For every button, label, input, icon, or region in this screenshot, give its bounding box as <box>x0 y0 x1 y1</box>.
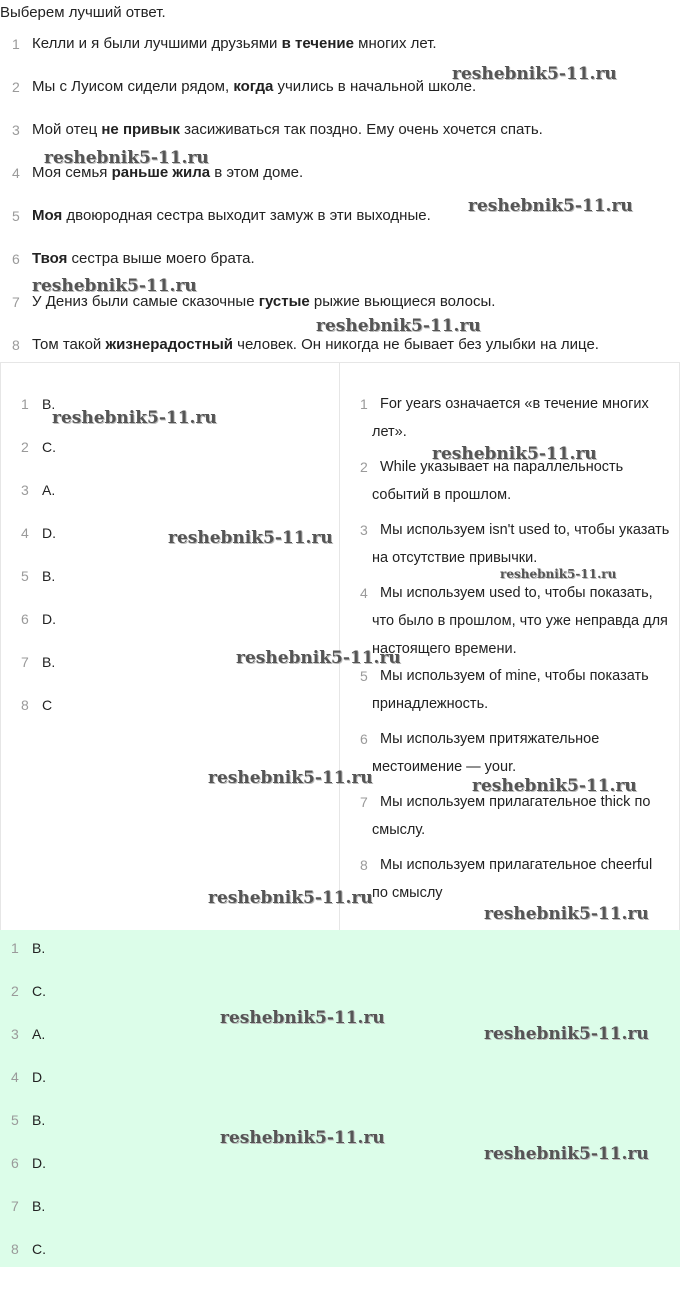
watermark: reshebnik5-11.ru <box>220 1128 385 1148</box>
answer-value: D. <box>42 611 56 627</box>
final-answer-number: 6 <box>11 1155 19 1171</box>
watermark: reshebnik5-11.ru <box>432 444 597 464</box>
answer-number: 2 <box>21 439 29 455</box>
final-answers-panel <box>0 930 680 1267</box>
question-text: Мы с Луисом сидели рядом, когда учились в начальной школе. <box>32 78 477 95</box>
answer-number: 4 <box>21 525 29 541</box>
final-answer-number: 5 <box>11 1112 19 1128</box>
explanation-text: Мы используем used to, чтобы показать, что было в прошлом, что уже неправда для настоящего времени. <box>372 585 668 657</box>
question-number: 5 <box>12 208 20 224</box>
watermark: reshebnik5-11.ru <box>500 567 617 581</box>
question-number: 7 <box>12 294 20 310</box>
answer-value: C <box>42 697 53 713</box>
final-answer-number: 3 <box>11 1026 19 1042</box>
explanation-text: Мы используем прилагательное thick по смыслу. <box>372 794 651 838</box>
question-number: 6 <box>12 251 20 267</box>
answer-number: 7 <box>21 654 29 670</box>
question-number: 8 <box>12 337 20 353</box>
intro-text: Выберем лучший ответ. <box>0 4 166 21</box>
final-answer-value: C. <box>32 1241 46 1257</box>
final-answer-value: D. <box>32 1069 46 1085</box>
final-answer-value: D. <box>32 1155 46 1171</box>
answer-number: 1 <box>21 396 29 412</box>
watermark: reshebnik5-11.ru <box>52 408 217 428</box>
answer-number: 8 <box>21 697 29 713</box>
answer-value: A. <box>42 482 56 498</box>
explanation-number: 4 <box>360 585 368 601</box>
question-text: Моя семья раньше жила в этом доме. <box>32 164 304 181</box>
question-text: Келли и я были лучшими друзьями в течение многих лет. <box>32 35 437 52</box>
question-number: 1 <box>12 36 20 52</box>
explanation-number: 1 <box>360 396 368 412</box>
final-answer-number: 4 <box>11 1069 19 1085</box>
explanation-text: Мы используем isn't used to, чтобы указать на отсутствие привычки. <box>372 522 670 566</box>
watermark: reshebnik5-11.ru <box>208 768 373 788</box>
answer-value: D. <box>42 525 56 541</box>
watermark: reshebnik5-11.ru <box>168 528 333 548</box>
final-answer-value: B. <box>32 1198 46 1214</box>
watermark: reshebnik5-11.ru <box>452 64 617 84</box>
question-text: Том такой жизнерадостный человек. Он никогда не бывает без улыбки на лице. <box>32 336 599 353</box>
watermark: reshebnik5-11.ru <box>220 1008 385 1028</box>
watermark: reshebnik5-11.ru <box>468 196 633 216</box>
watermark: reshebnik5-11.ru <box>236 648 401 668</box>
final-answer-number: 1 <box>11 940 19 956</box>
answer-value: B. <box>42 568 56 584</box>
final-answer-value: B. <box>32 940 46 956</box>
answers-column <box>0 363 340 931</box>
explanation-text: Мы используем прилагательное cheerful по смыслу <box>372 857 653 901</box>
watermark: reshebnik5-11.ru <box>32 276 197 296</box>
watermark: reshebnik5-11.ru <box>484 1144 649 1164</box>
question-text: Мой отец не привык засиживаться так поздно. Ему очень хочется спать. <box>32 121 543 138</box>
explanation-number: 8 <box>360 857 368 873</box>
final-answer-value: A. <box>32 1026 46 1042</box>
watermark: reshebnik5-11.ru <box>44 148 209 168</box>
answer-number: 6 <box>21 611 29 627</box>
explanation-number: 7 <box>360 794 368 810</box>
answer-number: 5 <box>21 568 29 584</box>
final-answer-number: 7 <box>11 1198 19 1214</box>
watermark: reshebnik5-11.ru <box>484 904 649 924</box>
explanation-number: 3 <box>360 522 368 538</box>
explanation-text: Мы используем of mine, чтобы показать принадлежность. <box>372 668 649 712</box>
explanation-number: 2 <box>360 459 368 475</box>
question-text: Твоя сестра выше моего брата. <box>32 250 255 267</box>
final-answer-value: C. <box>32 983 46 999</box>
explanation-text: Мы используем притяжательное местоимение — your. <box>372 731 600 775</box>
watermark: reshebnik5-11.ru <box>484 1024 649 1044</box>
question-number: 2 <box>12 79 20 95</box>
explanation-text: For years означается «в течение многих лет». <box>372 396 649 440</box>
explanation-text: While указывает на параллельность событий в прошлом. <box>372 459 624 503</box>
answer-value: B. <box>42 654 56 670</box>
question-text: У Дениз были самые сказочные густые рыжие вьющиеся волосы. <box>32 293 496 310</box>
explanation-number: 6 <box>360 731 368 747</box>
final-answer-value: B. <box>32 1112 46 1128</box>
question-number: 4 <box>12 165 20 181</box>
watermark: reshebnik5-11.ru <box>208 888 373 908</box>
final-answer-number: 2 <box>11 983 19 999</box>
question-number: 3 <box>12 122 20 138</box>
watermark: reshebnik5-11.ru <box>316 316 481 336</box>
explanation-number: 5 <box>360 668 368 684</box>
answer-value: B. <box>42 396 56 412</box>
answer-value: C. <box>42 439 56 455</box>
final-answer-number: 8 <box>11 1241 19 1257</box>
answer-number: 3 <box>21 482 29 498</box>
question-text: Моя двоюродная сестра выходит замуж в эти выходные. <box>32 207 431 224</box>
watermark: reshebnik5-11.ru <box>472 776 637 796</box>
